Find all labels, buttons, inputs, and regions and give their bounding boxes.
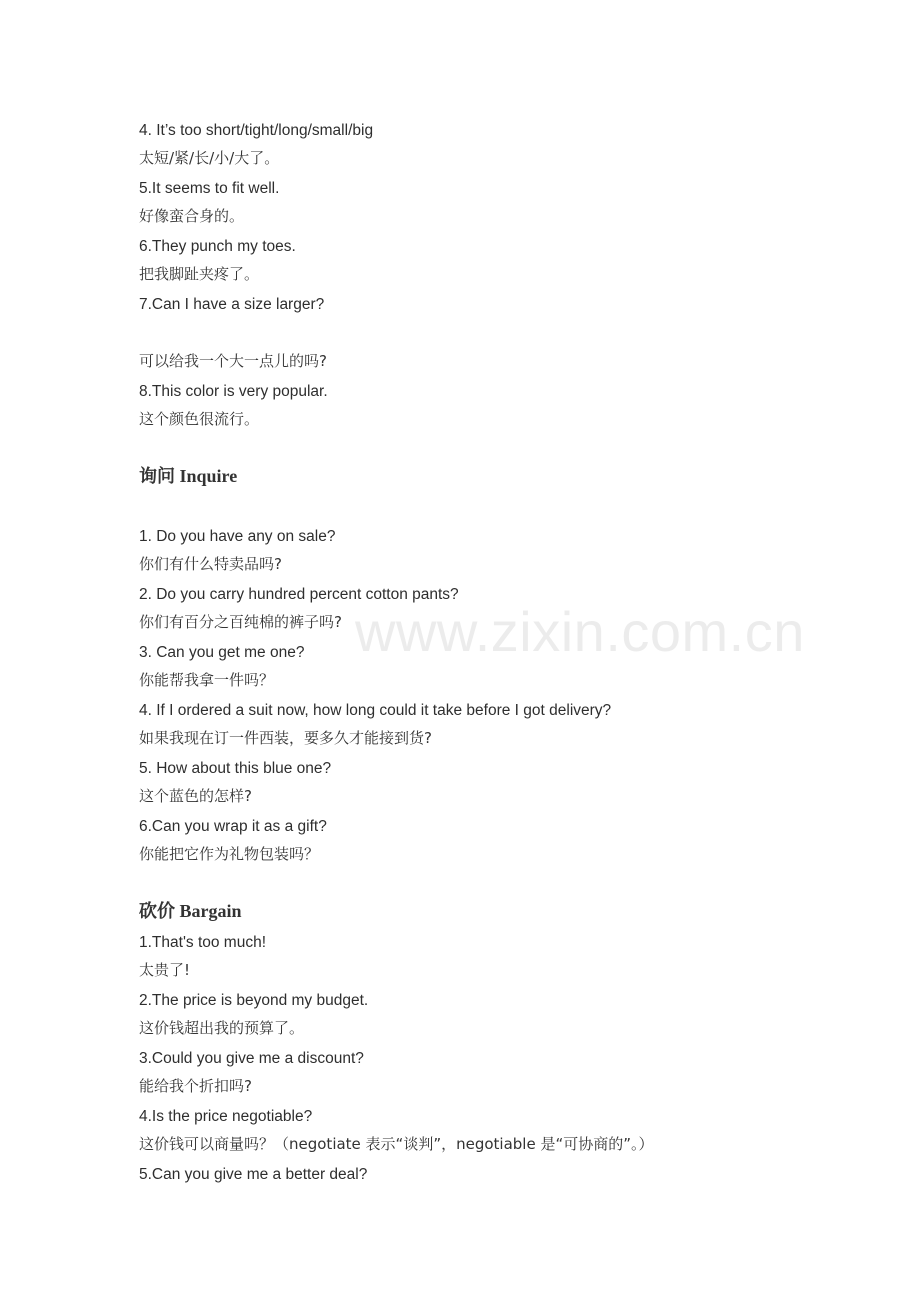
fit-item-8-en: 8.This color is very popular. xyxy=(139,383,328,400)
fit-item-5-en: 5.It seems to fit well. xyxy=(139,180,280,197)
inquire-item-3-en: 3. Can you get me one? xyxy=(139,644,305,661)
inquire-item-2-en: 2. Do you carry hundred percent cotton pants? xyxy=(139,586,459,603)
inquire-item-1-en: 1. Do you have any on sale? xyxy=(139,528,336,545)
bargain-item-4-en: 4.Is the price negotiable? xyxy=(139,1108,313,1125)
inquire-item-4-en: 4. If I ordered a suit now, how long could it take before I got delivery? xyxy=(139,702,612,719)
bargain-item-5-en: 5.Can you give me a better deal? xyxy=(139,1166,368,1183)
fit-item-4-en: 4. It’s too short/tight/long/small/big xyxy=(139,122,374,139)
inquire-item-3-zh: 你能帮我拿一件吗？ xyxy=(139,671,275,689)
watermark: www.zixin.com.cn xyxy=(355,600,805,663)
inquire-item-1-zh: 你们有什么特卖品吗? xyxy=(139,555,282,573)
inquire-item-5-zh: 这个蓝色的怎样? xyxy=(139,787,252,805)
inquire-heading: 询问 Inquire xyxy=(139,466,238,486)
bargain-heading: 砍价 Bargain xyxy=(139,901,242,921)
inquire-item-5-en: 5. How about this blue one? xyxy=(139,760,332,777)
bargain-item-1-en: 1.That's too much! xyxy=(139,934,267,951)
fit-item-6-en: 6.They punch my toes. xyxy=(139,238,296,255)
fit-item-7-zh: 可以给我一个大一点儿的吗? xyxy=(139,352,327,370)
bargain-item-4-zh: 这价钱可以商量吗？（negotiate 表示“谈判”，negotiable 是“可协商的”。） xyxy=(139,1135,654,1153)
fit-item-4-zh: 太短/紧/长/小/大了。 xyxy=(139,149,280,167)
bargain-item-2-en: 2.The price is beyond my budget. xyxy=(139,992,369,1009)
bargain-item-3-en: 3.Could you give me a discount? xyxy=(139,1050,364,1067)
fit-item-8-zh: 这个颜色很流行。 xyxy=(139,410,260,428)
bargain-item-3-zh: 能给我个折扣吗? xyxy=(139,1077,252,1095)
inquire-item-6-en: 6.Can you wrap it as a gift? xyxy=(139,818,327,835)
fit-item-6-zh: 把我脚趾夹疼了。 xyxy=(139,265,260,283)
bargain-item-2-zh: 这价钱超出我的预算了。 xyxy=(139,1019,305,1037)
bargain-item-1-zh: 太贵了! xyxy=(139,961,191,979)
inquire-item-4-zh: 如果我现在订一件西装，要多久才能接到货? xyxy=(139,729,432,747)
fit-item-5-zh: 好像蛮合身的。 xyxy=(139,207,245,225)
fit-item-7-en: 7.Can I have a size larger? xyxy=(139,296,325,313)
inquire-item-2-zh: 你们有百分之百纯棉的裤子吗? xyxy=(139,613,342,631)
inquire-item-6-zh: 你能把它作为礼物包装吗？ xyxy=(139,845,320,863)
